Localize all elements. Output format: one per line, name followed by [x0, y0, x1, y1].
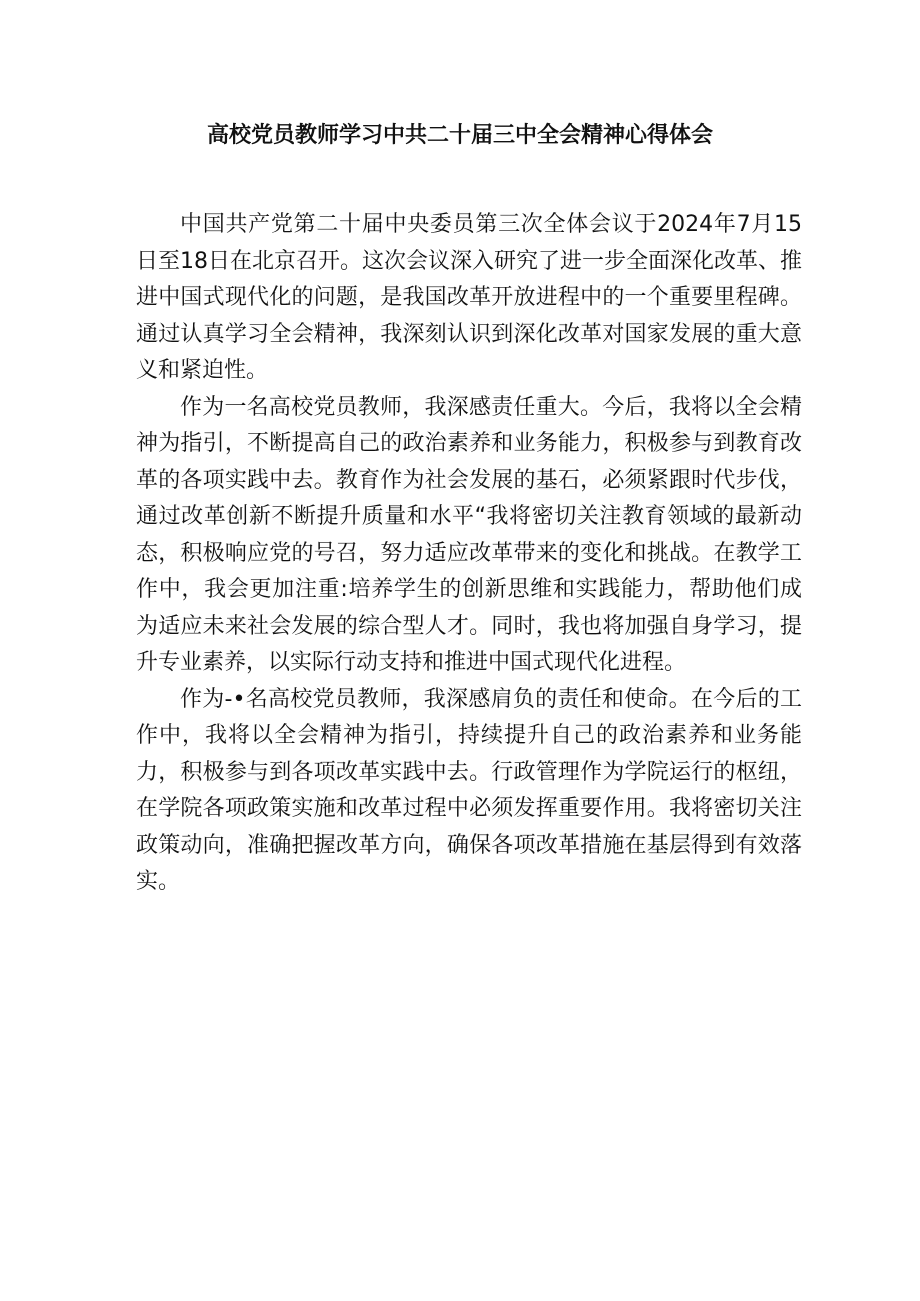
- paragraph-1: 中国共产党第二十届中央委员第三次全体会议于2024年7月15日至18日在北京召开。这次会议深入研究了进一步全面深化改革、推进中国式现代化的问题，是我国改革开放进程中的一个重要里程碑。通过认真学习全会精神，我深刻认识到深化改革对国家发展的重大意义和紧迫性。: [136, 212, 802, 383]
- paragraph-2: 作为一名高校党员教师，我深感责任重大。今后，我将以全会精神为指引，不断提高自己的政治素养和业务能力，积极参与到教育改革的各项实践中去。教育作为社会发展的基石，必须紧跟时代步伐，通过改革创新不断提升质量和水平“我将密切关注教育领域的最新动态，积极响应党的号召，努力适应改革带来的变化和挑战。在教学工作中，我会更加注重:培养学生的创新思维和实践能力，帮助他们成为适应未来社会发展的综合型人才。同时，我也将加强自身学习，提升专业素养，以实际行动支持和推进中国式现代化进程。: [136, 394, 802, 675]
- document-body: [136, 207, 802, 901]
- paragraph-3: 作为-•名高校党员教师，我深感肩负的责任和使命。在今后的工作中，我将以全会精神为指引，持续提升自己的政治素养和业务能力，积极参与到各项改革实践中去。行政管理作为学院运行的枢纽，在学院各项政策实施和改革过程中必须发挥重要作用。我将密切关注政策动向，准确把握改革方向，确保各项改革措施在基层得到有效落实。: [136, 686, 802, 894]
- document-title: 高校党员教师学习中共二十届三中全会精神心得体会: [206, 123, 713, 148]
